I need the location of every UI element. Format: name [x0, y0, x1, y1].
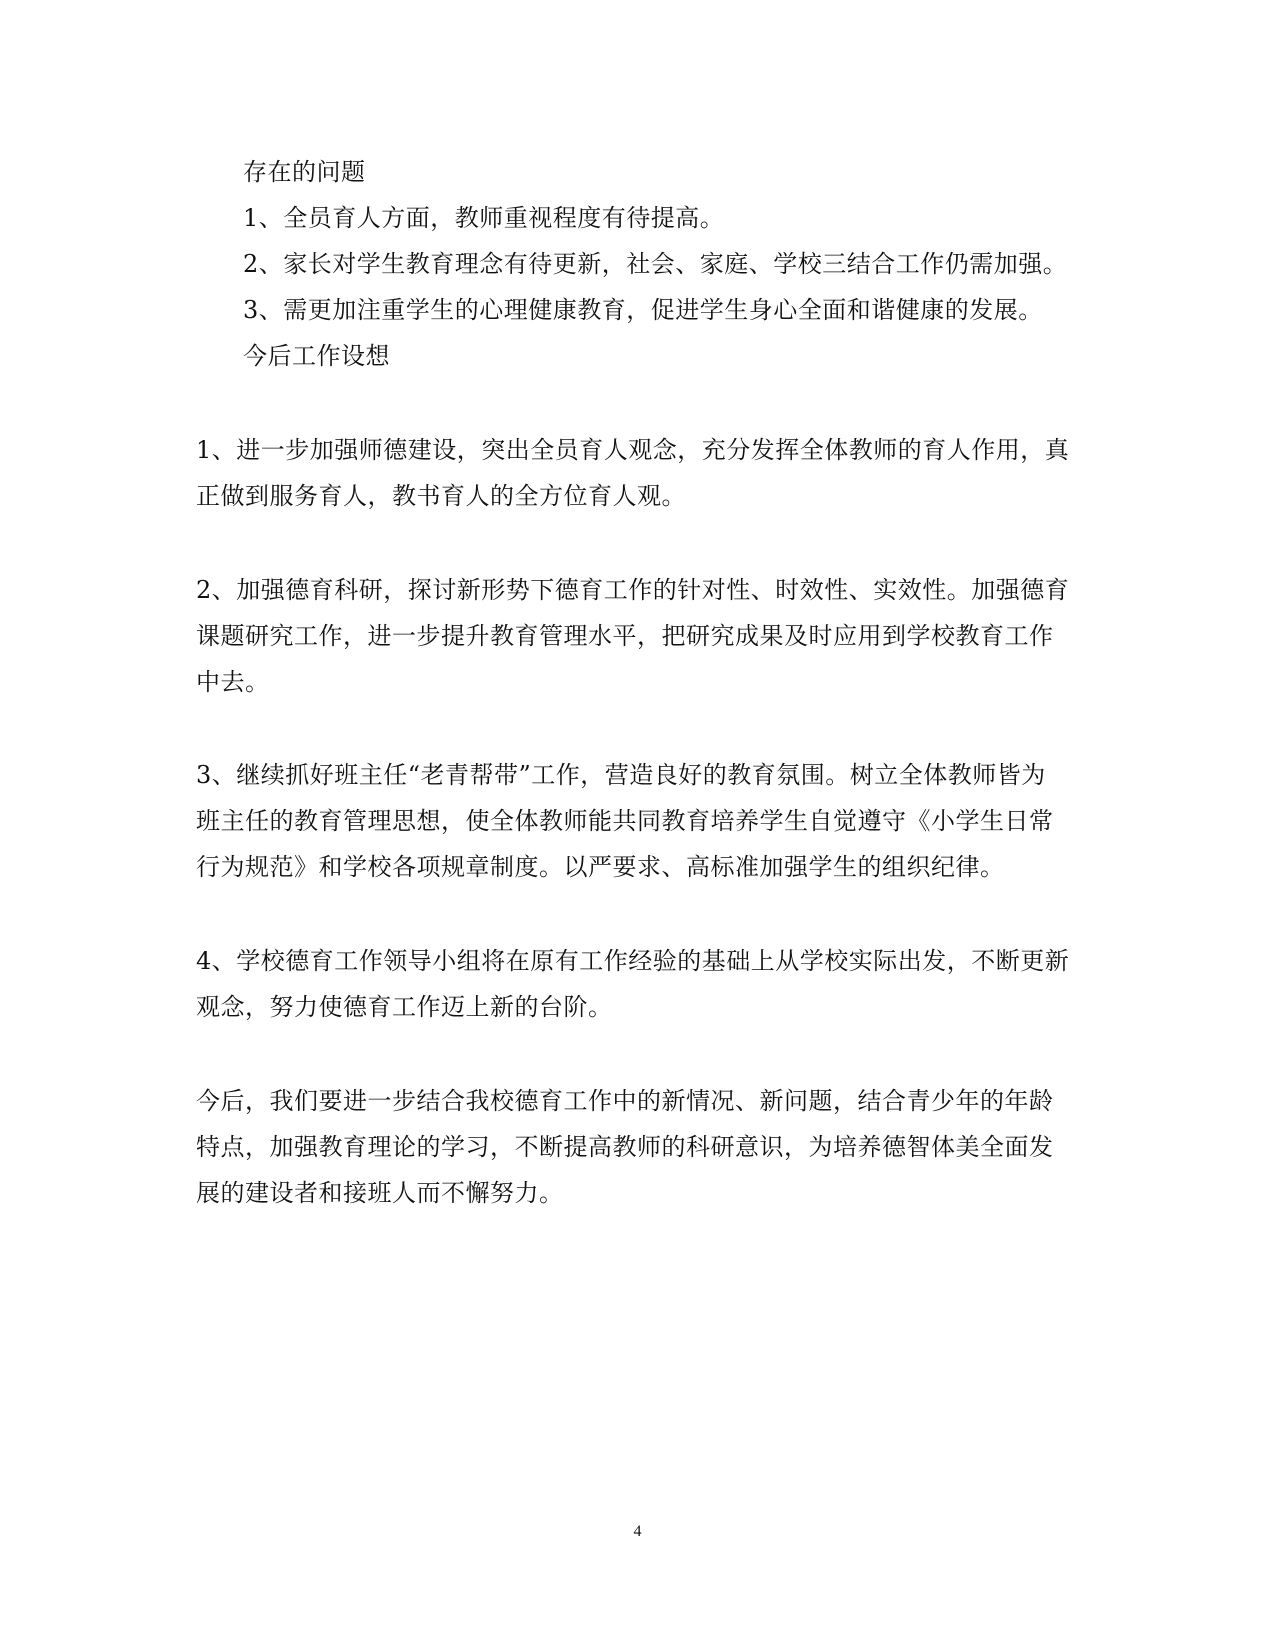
problem-item-2: 2、家长对学生教育理念有待更新，社会、家庭、学校三结合工作仍需加强。 — [243, 250, 1068, 278]
problem-item-1: 1、全员育人方面，教师重视程度有待提高。 — [243, 204, 725, 232]
page-number: 4 — [633, 1523, 642, 1540]
problem-item-3: 3、需更加注重学生的心理健康教育，促进学生身心全面和谐健康的发展。 — [243, 296, 1043, 324]
paragraph-line: 2、加强德育科研，探讨新形势下德育工作的针对性、时效性、实效性。加强德育 — [196, 576, 1070, 604]
paragraph-line: 正做到服务育人，教书育人的全方位育人观。 — [196, 482, 686, 510]
paragraph-line: 3、继续抓好班主任“老青帮带”工作，营造良好的教育氛围。树立全体教师皆为 — [196, 761, 1046, 789]
problems-heading: 存在的问题 — [243, 158, 366, 186]
paragraph-line: 中去。 — [196, 668, 270, 696]
plans-heading: 今后工作设想 — [243, 342, 390, 370]
paragraph-line: 班主任的教育管理思想，使全体教师能共同教育培养学生自觉遵守《小学生日常 — [196, 807, 1054, 835]
paragraph-line: 今后，我们要进一步结合我校德育工作中的新情况、新问题，结合青少年的年龄 — [196, 1087, 1054, 1115]
paragraph-line: 行为规范》和学校各项规章制度。以严要求、高标准加强学生的组织纪律。 — [196, 853, 1005, 881]
paragraph-line: 观念，努力使德育工作迈上新的台阶。 — [196, 993, 613, 1021]
paragraph-line: 4、学校德育工作领导小组将在原有工作经验的基础上从学校实际出发，不断更新 — [196, 947, 1070, 975]
paragraph-line: 课题研究工作，进一步提升教育管理水平，把研究成果及时应用到学校教育工作 — [196, 622, 1054, 650]
paragraph-line: 展的建设者和接班人而不懈努力。 — [196, 1179, 564, 1207]
paragraph-line: 特点，加强教育理论的学习，不断提高教师的科研意识，为培养德智体美全面发 — [196, 1133, 1054, 1161]
paragraph-line: 1、进一步加强师德建设，突出全员育人观念，充分发挥全体教师的育人作用，真 — [196, 436, 1070, 464]
